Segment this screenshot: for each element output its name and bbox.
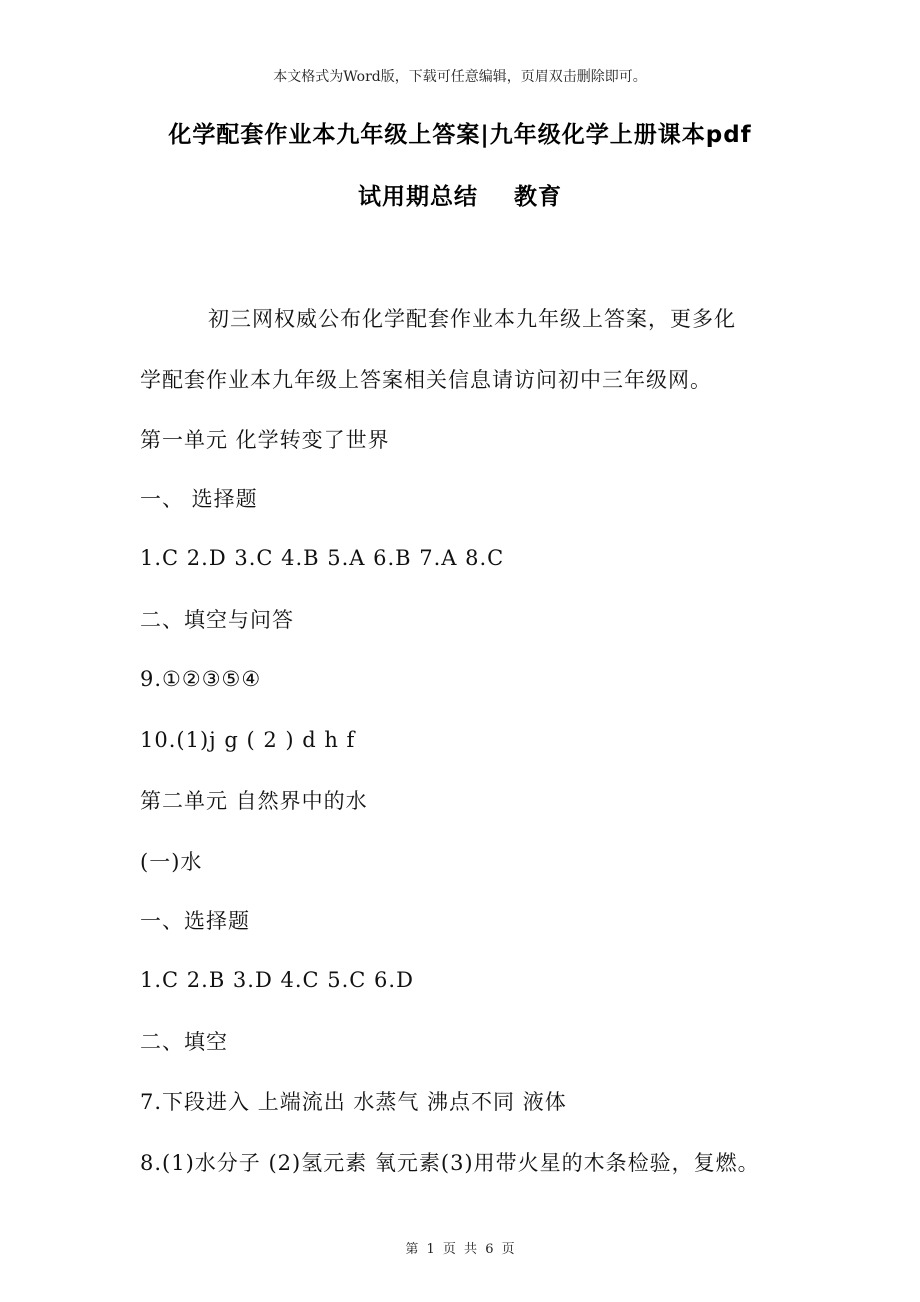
section-heading: 二、填空与问答 xyxy=(140,608,294,632)
answer-line: 10.(1)j g ( 2 ) d h f xyxy=(140,728,356,752)
answer-line: 7.下段进入 上端流出 水蒸气 沸点不同 液体 xyxy=(140,1090,567,1114)
section-heading: 一、 选择题 xyxy=(140,487,258,511)
intro-paragraph-line2: 学配套作业本九年级上答案相关信息请访问初中三年级网。 xyxy=(140,368,712,392)
document-title-line2 xyxy=(0,178,920,211)
answer-line: 9.①②③⑤④ xyxy=(140,667,262,691)
unit1-heading: 第一单元 化学转变了世界 xyxy=(140,428,390,452)
page-footer: 第 1 页 共 6 页 xyxy=(405,1242,515,1257)
answer-line: 1.C 2.D 3.C 4.B 5.A 6.B 7.A 8.C xyxy=(140,546,505,570)
intro-paragraph-line1: 初三网权威公布化学配套作业本九年级上答案，更多化 xyxy=(208,307,736,331)
unit2-heading: 第二单元 自然界中的水 xyxy=(140,789,368,813)
section-heading: 二、填空 xyxy=(140,1030,228,1054)
section-heading: 一、选择题 xyxy=(140,909,250,933)
title-part-b: 教育 xyxy=(514,184,562,210)
document-title-line1: 化学配套作业本九年级上答案|九年级化学上册课本pdf xyxy=(168,122,752,148)
answer-line: 8.(1)水分子 (2)氢元素 氧元素(3)用带火星的木条检验，复燃。 xyxy=(140,1151,760,1175)
answer-line: 1.C 2.B 3.D 4.C 5.C 6.D xyxy=(140,968,414,992)
subsection-heading: (一)水 xyxy=(140,850,203,874)
header-note: 本文格式为Word版，下载可任意编辑，页眉双击删除即可。 xyxy=(273,69,647,85)
title-part-a: 试用期总结 xyxy=(358,184,478,210)
